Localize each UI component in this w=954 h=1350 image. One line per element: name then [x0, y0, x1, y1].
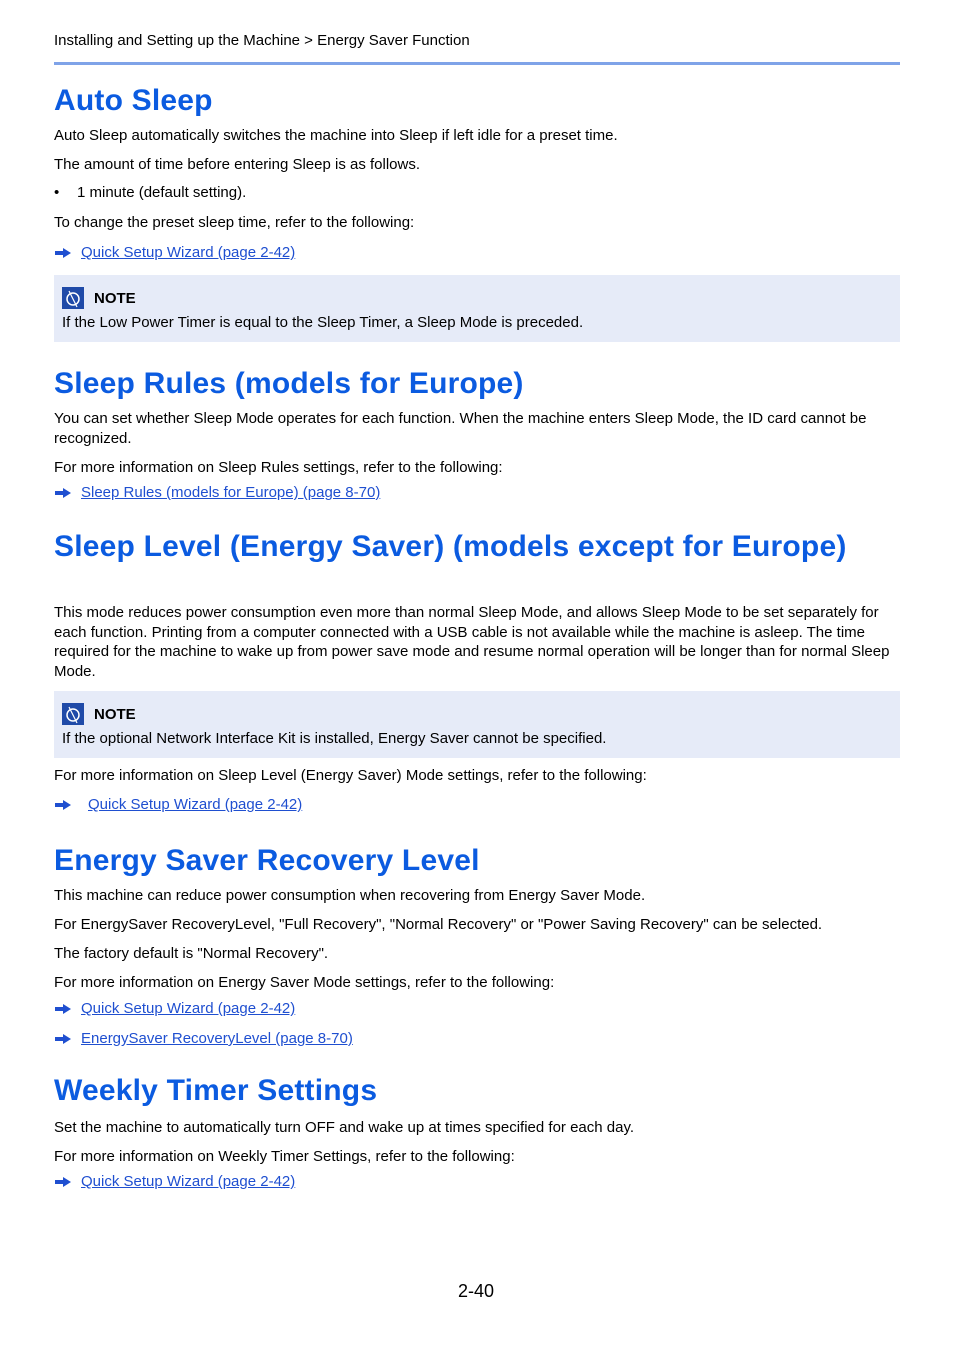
page-number: 2-40	[458, 1281, 495, 1301]
arrow-right-icon	[54, 1033, 81, 1045]
note-text: If the optional Network Interface Kit is installed, Energy Saver cannot be specified.	[62, 730, 607, 747]
link-energysaver-recoverylevel[interactable]: EnergySaver RecoveryLevel (page 8-70)	[81, 1030, 353, 1047]
heading-sleep-rules: Sleep Rules (models for Europe)	[54, 367, 524, 400]
heading-weekly-timer: Weekly Timer Settings	[54, 1074, 378, 1107]
sleep-rules-link-row	[54, 484, 900, 501]
header-rule	[54, 62, 900, 65]
recovery-para-2: For EnergySaver RecoveryLevel, "Full Recovery", "Normal Recovery" or "Power Saving Recovery" can be selected.	[54, 916, 823, 933]
auto-sleep-para-1: Auto Sleep automatically switches the machine into Sleep if left idle for a preset time.	[54, 127, 618, 144]
link-quick-setup-wizard[interactable]: Quick Setup Wizard (page 2-42)	[81, 1000, 296, 1017]
note-box	[54, 275, 900, 342]
weekly-timer-para-2: For more information on Weekly Timer Settings, refer to the following:	[54, 1148, 515, 1165]
arrow-right-icon	[54, 487, 81, 499]
note-header	[62, 287, 136, 309]
link-quick-setup-wizard[interactable]: Quick Setup Wizard (page 2-42)	[81, 244, 296, 261]
arrow-right-icon	[54, 799, 88, 811]
recovery-para-3: The factory default is "Normal Recovery".	[54, 945, 329, 962]
heading-auto-sleep: Auto Sleep	[54, 84, 213, 117]
arrow-right-icon	[54, 247, 81, 259]
note-label: NOTE	[94, 705, 136, 723]
note-icon	[62, 703, 84, 725]
recovery-link-row-2	[54, 1030, 900, 1047]
link-sleep-rules[interactable]: Sleep Rules (models for Europe) (page 8-70)	[81, 484, 381, 501]
breadcrumb: Installing and Setting up the Machine > Energy Saver Function	[54, 32, 470, 49]
sleep-rules-para-2: For more information on Sleep Rules settings, refer to the following:	[54, 459, 503, 476]
heading-sleep-level: Sleep Level (Energy Saver) (models except for Europe)	[54, 530, 847, 563]
weekly-timer-link-row	[54, 1173, 900, 1190]
link-quick-setup-wizard[interactable]: Quick Setup Wizard (page 2-42)	[88, 796, 303, 813]
note-text: If the Low Power Timer is equal to the Sleep Timer, a Sleep Mode is preceded.	[62, 314, 584, 331]
note-box	[54, 691, 900, 758]
note-header	[62, 703, 136, 725]
auto-sleep-bullet	[54, 184, 900, 201]
sleep-rules-para-1: You can set whether Sleep Mode operates for each function. When the machine enters Sleep Mode, the ID card cannot be recognized.	[54, 410, 867, 447]
auto-sleep-para-2: The amount of time before entering Sleep is as follows.	[54, 156, 421, 173]
arrow-right-icon	[54, 1176, 81, 1188]
link-quick-setup-wizard[interactable]: Quick Setup Wizard (page 2-42)	[81, 1173, 296, 1190]
auto-sleep-ref-intro: To change the preset sleep time, refer to the following:	[54, 214, 415, 231]
note-label: NOTE	[94, 289, 136, 307]
sleep-level-link-row	[54, 796, 900, 813]
heading-energy-saver-recovery: Energy Saver Recovery Level	[54, 844, 480, 877]
weekly-timer-para-1: Set the machine to automatically turn OFF and wake up at times specified for each day.	[54, 1119, 635, 1136]
bullet-text: 1 minute (default setting).	[77, 184, 247, 201]
recovery-para-4: For more information on Energy Saver Mode settings, refer to the following:	[54, 974, 555, 991]
sleep-level-para-1: This mode reduces power consumption even more than normal Sleep Mode, and allows Sleep Mode to be set separately for each function. Printing from a computer connected with a USB cable is not available while the machine is asleep. The time required for the machine to wake up from power save mode and resume normal operation will be longer than for normal Sleep Mode.	[54, 604, 890, 680]
sleep-level-ref-intro: For more information on Sleep Level (Energy Saver) Mode settings, refer to the following:	[54, 767, 647, 784]
note-icon	[62, 287, 84, 309]
bullet-dot: •	[54, 184, 60, 201]
auto-sleep-link-row	[54, 244, 900, 261]
arrow-right-icon	[54, 1003, 81, 1015]
recovery-para-1: This machine can reduce power consumption when recovering from Energy Saver Mode.	[54, 887, 646, 904]
recovery-link-row-1	[54, 1000, 900, 1017]
